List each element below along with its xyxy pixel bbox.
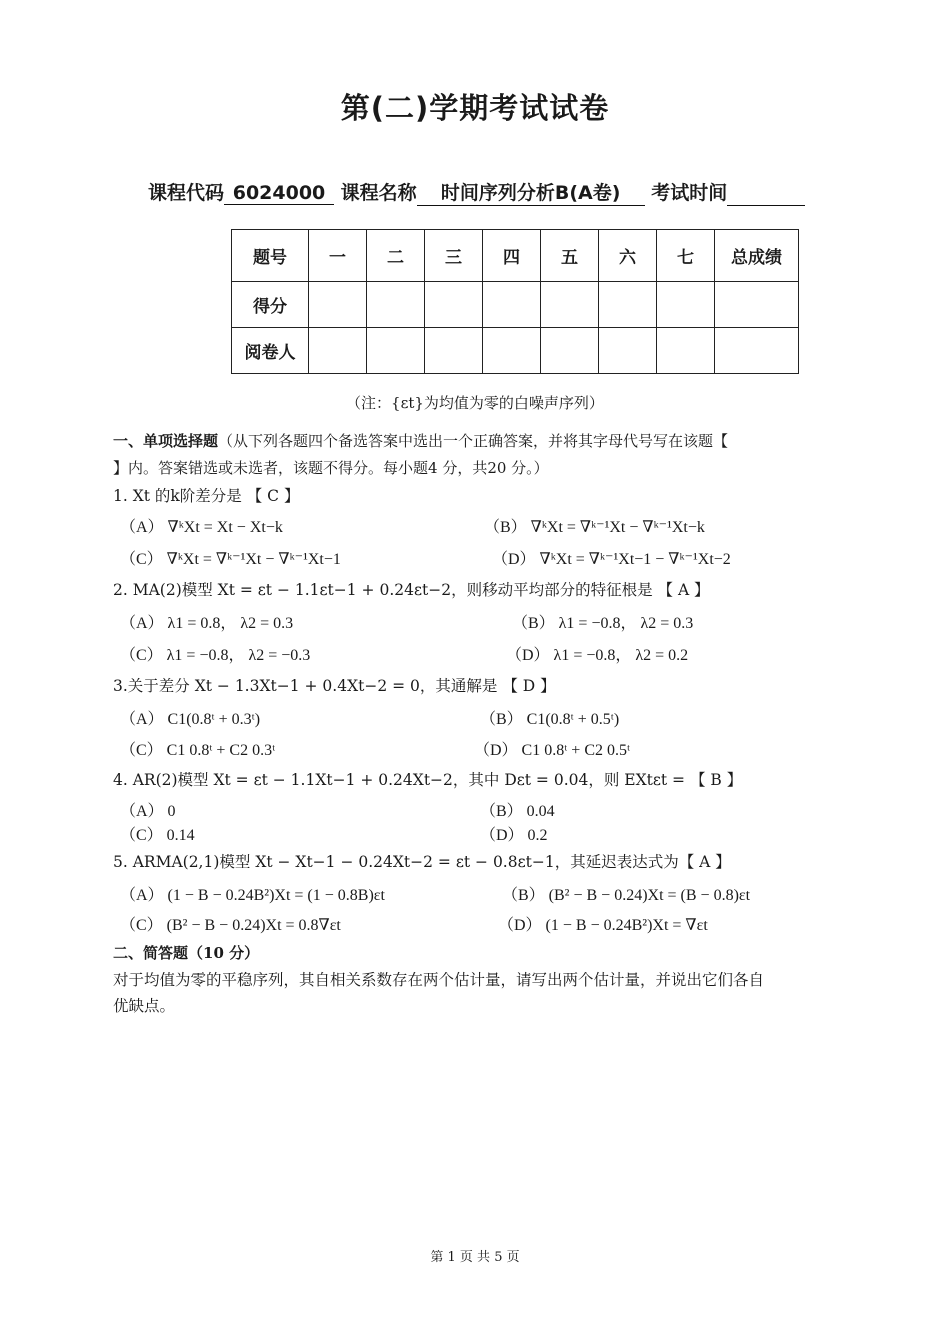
question-2-stem: 2. MA(2)模型 Xt = εt − 1.1εt−1 + 0.24εt−2，则移动平均部分的特征根是 【 A 】 <box>113 581 710 599</box>
q5-option-b: （B） (B² − B − 0.24)Xt = (B − 0.8)εt <box>502 887 751 904</box>
section2-question-line-2: 优缺点。 <box>113 997 176 1015</box>
score-cell <box>483 282 541 328</box>
score-cell <box>541 282 599 328</box>
q2-option-c: （C） λ1 = −0.8， λ2 = −0.3 <box>120 647 311 664</box>
score-cell <box>309 282 367 328</box>
q4-option-b: （B） 0.04 <box>480 803 555 820</box>
q2-option-b: （B） λ1 = −0.8， λ2 = 0.3 <box>512 615 694 632</box>
section1-heading-line <box>113 430 728 451</box>
exam-time-label: 考试时间 <box>651 182 728 204</box>
score-cell <box>425 282 483 328</box>
question-4-stem: 4. AR(2)模型 Xt = εt − 1.1Xt−1 + 0.24Xt−2，其中 Dεt = 0.04，则 EXtεt = 【 B 】 <box>113 771 743 789</box>
grader-cell <box>483 328 541 374</box>
grader-cell <box>309 328 367 374</box>
exam-time-blank <box>727 187 805 206</box>
course-name-label: 课程名称 <box>340 182 417 204</box>
score-cell <box>599 282 657 328</box>
header-cell: 二 <box>367 230 425 282</box>
header-cell: 四 <box>483 230 541 282</box>
section1-instructions-2: 】内。答案错选或未选者，该题不得分。每小题4 分，共20 分。） <box>113 459 549 477</box>
grader-row <box>232 328 799 374</box>
header-cell: 一 <box>309 230 367 282</box>
course-name-value: 时间序列分析B(A卷) <box>417 178 645 206</box>
q2-option-d: （D） λ1 = −0.8， λ2 = 0.2 <box>506 647 689 664</box>
grader-cell <box>657 328 715 374</box>
q2-option-a: （A） λ1 = 0.8， λ2 = 0.3 <box>120 615 294 632</box>
course-info-line <box>148 178 805 206</box>
q4-option-d: （D） 0.2 <box>480 827 548 844</box>
exam-title: 第(二)学期考试试卷 <box>340 91 610 125</box>
section1-heading: 一、单项选择题 <box>113 432 219 450</box>
score-table-header-row <box>232 230 799 282</box>
question-3-stem: 3.关于差分 Xt − 1.3Xt−1 + 0.4Xt−2 = 0，其通解是 【 D 】 <box>113 677 556 695</box>
course-code-label: 课程代码 <box>148 182 225 204</box>
header-cell: 总成绩 <box>715 230 799 282</box>
score-table <box>231 229 799 374</box>
q5-option-c: （C） (B² − B − 0.24)Xt = 0.8∇εt <box>120 917 341 934</box>
row-label: 阅卷人 <box>232 328 309 374</box>
grader-cell <box>599 328 657 374</box>
score-cell <box>657 282 715 328</box>
page-footer: 第 1 页 共 5 页 <box>430 1250 520 1265</box>
score-row <box>232 282 799 328</box>
grader-cell <box>367 328 425 374</box>
question-1-stem: 1. Xt 的k阶差分是 【 C 】 <box>113 487 300 505</box>
score-cell <box>715 282 799 328</box>
q1-option-c: （C） ∇ᵏXt = ∇ᵏ⁻¹Xt − ∇ᵏ⁻¹Xt−1 <box>120 551 341 568</box>
q3-option-c: （C） C1 0.8ᵗ + C2 0.3ᵗ <box>120 742 276 759</box>
header-cell: 三 <box>425 230 483 282</box>
row-label: 得分 <box>232 282 309 328</box>
q3-option-b: （B） C1(0.8ᵗ + 0.5ᵗ) <box>480 711 620 728</box>
header-cell: 五 <box>541 230 599 282</box>
course-code-value: 6024000 <box>224 182 334 205</box>
score-cell <box>367 282 425 328</box>
grader-cell <box>715 328 799 374</box>
header-cell: 六 <box>599 230 657 282</box>
white-noise-note: （注：{εt}为均值为零的白噪声序列） <box>346 394 604 412</box>
section2-heading: 二、简答题（10 分） <box>113 944 260 962</box>
question-5-stem: 5. ARMA(2,1)模型 Xt − Xt−1 − 0.24Xt−2 = εt − 0.8εt−1，其延迟表达式为【 A 】 <box>113 853 731 871</box>
section2-question-line-1: 对于均值为零的平稳序列，其自相关系数存在两个估计量，请写出两个估计量，并说出它们各自 <box>113 971 765 989</box>
q1-option-d: （D） ∇ᵏXt = ∇ᵏ⁻¹Xt−1 − ∇ᵏ⁻¹Xt−2 <box>492 551 731 568</box>
q1-option-a: （A） ∇ᵏXt = Xt − Xt−k <box>120 519 283 536</box>
q4-option-c: （C） 0.14 <box>120 827 195 844</box>
q4-option-a: （A） 0 <box>120 803 176 820</box>
q5-option-d: （D） (1 − B − 0.24B²)Xt = ∇εt <box>498 917 708 934</box>
q5-option-a: （A） (1 − B − 0.24B²)Xt = (1 − 0.8B)εt <box>120 887 385 904</box>
q3-option-d: （D） C1 0.8ᵗ + C2 0.5ᵗ <box>474 742 631 759</box>
q3-option-a: （A） C1(0.8ᵗ + 0.3ᵗ) <box>120 711 261 728</box>
header-cell: 题号 <box>232 230 309 282</box>
grader-cell <box>541 328 599 374</box>
grader-cell <box>425 328 483 374</box>
section1-instructions-1: （从下列各题四个备选答案中选出一个正确答案，并将其字母代号写在该题【 <box>218 432 729 450</box>
q1-option-b: （B） ∇ᵏXt = ∇ᵏ⁻¹Xt − ∇ᵏ⁻¹Xt−k <box>484 519 705 536</box>
header-cell: 七 <box>657 230 715 282</box>
